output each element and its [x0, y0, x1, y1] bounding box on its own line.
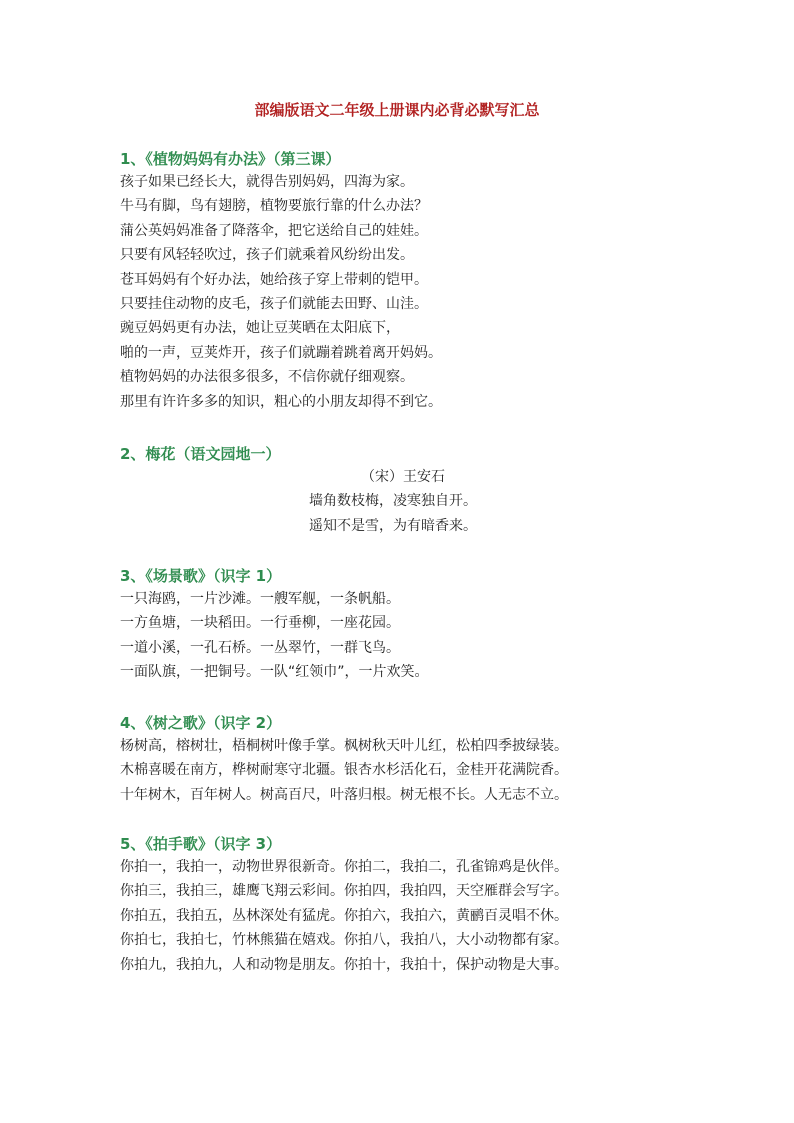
- text-line: 植物妈妈的办法很多很多，不信你就仔细观察。: [120, 369, 414, 386]
- poem-line: 遥知不是雪，为有暗香来。: [309, 517, 477, 534]
- text-line: 那里有许许多多的知识，粗心的小朋友却得不到它。: [120, 393, 442, 410]
- text-line: 蒲公英妈妈准备了降落伞，把它送给自己的娃娃。: [120, 222, 428, 239]
- text-line: 十年树木，百年树人。树高百尺，叶落归根。树无根不长。人无志不立。: [120, 786, 568, 803]
- section-heading: 4、《树之歌》（识字 2）: [120, 714, 282, 732]
- text-line: 只要挂住动物的皮毛，孩子们就能去田野、山洼。: [120, 295, 428, 312]
- text-line: 牛马有脚，鸟有翅膀，植物要旅行靠的什么办法？: [120, 198, 428, 215]
- text-line: 一面队旗，一把铜号。一队“红领巾”，一片欢笑。: [120, 664, 429, 681]
- text-line: 一方鱼塘，一块稻田。一行垂柳，一座花园。: [120, 615, 400, 632]
- section-heading: 5、《拍手歌》（识字 3）: [120, 835, 282, 853]
- text-line: 你拍七，我拍七，竹林熊猫在嬉戏。你拍八，我拍八，大小动物都有家。: [120, 932, 568, 949]
- text-line: 孩子如果已经长大，就得告别妈妈，四海为家。: [120, 174, 414, 190]
- section-1: [120, 148, 720, 414]
- text-line: 你拍三，我拍三，雄鹰飞翔云彩间。你拍四，我拍四，天空雁群会写字。: [120, 883, 568, 900]
- section-3: [120, 565, 720, 685]
- text-line: 木棉喜暖在南方，桦树耐寒守北疆。银杏水杉活化石，金桂开花满院香。: [120, 762, 568, 779]
- section-heading: 2、梅花（语文园地一）: [120, 445, 281, 463]
- text-line: 一道小溪，一孔石桥。一丛翠竹，一群飞鸟。: [120, 639, 400, 656]
- text-line: 豌豆妈妈更有办法，她让豆荚晒在太阳底下，: [120, 320, 400, 337]
- text-line: 啪的一声，豆荚炸开，孩子们就蹦着跳着离开妈妈。: [120, 344, 442, 361]
- text-line: 你拍九，我拍九，人和动物是朋友。你拍十，我拍十，保护动物是大事。: [120, 956, 568, 973]
- text-line: 你拍一，我拍一，动物世界很新奇。你拍二，我拍二，孔雀锦鸡是伙伴。: [120, 859, 568, 875]
- text-line: 一只海鸥，一片沙滩。一艘军舰，一条帆船。: [120, 591, 400, 607]
- text-line: 杨树高，榕树壮，梧桐树叶像手掌。枫树秋天叶儿红，松柏四季披绿装。: [120, 738, 568, 754]
- section-heading: 1、《植物妈妈有办法》（第三课）: [120, 150, 341, 168]
- section-5: [120, 833, 720, 977]
- poem-author: （宋）王安石: [361, 469, 445, 485]
- section-2: [120, 443, 720, 538]
- text-line: 苍耳妈妈有个好办法，她给孩子穿上带刺的铠甲。: [120, 271, 428, 288]
- text-line: 你拍五，我拍五，丛林深处有猛虎。你拍六，我拍六，黄鹂百灵唱不休。: [120, 907, 568, 924]
- poem-line: 墙角数枝梅，凌寒独自开。: [309, 493, 477, 510]
- text-line: 只要有风轻轻吹过，孩子们就乘着风纷纷出发。: [120, 247, 414, 264]
- section-4: [120, 712, 720, 807]
- document-title: 部编版语文二年级上册课内必背必默写汇总: [254, 101, 540, 119]
- section-heading: 3、《场景歌》（识字 1）: [120, 567, 282, 585]
